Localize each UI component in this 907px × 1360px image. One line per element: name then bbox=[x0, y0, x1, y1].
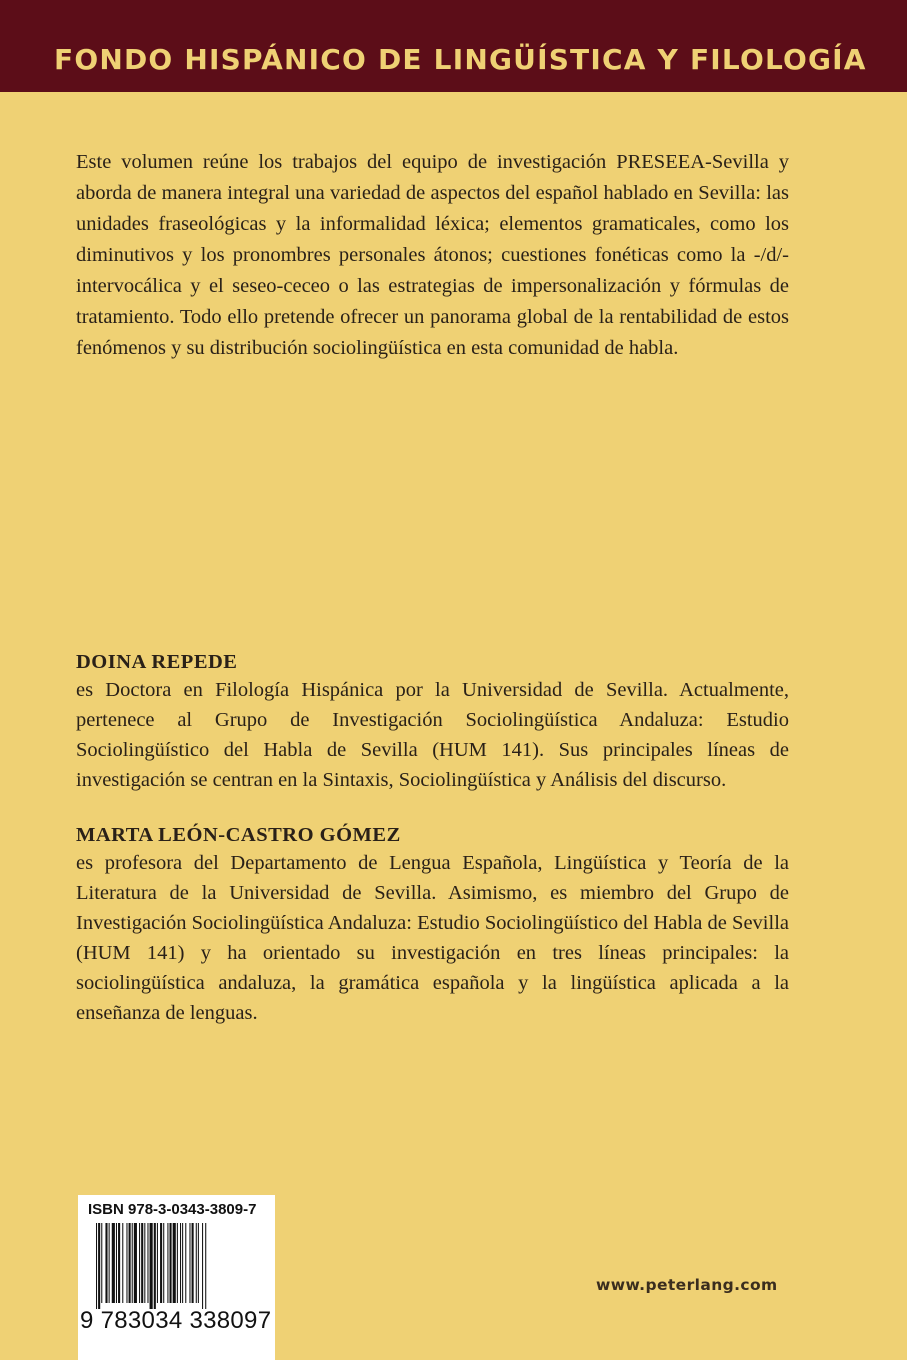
publisher-url: www.peterlang.com bbox=[596, 1276, 778, 1294]
barcode-digits: 9 783034 338097 bbox=[80, 1307, 272, 1334]
book-description: Este volumen reúne los trabajos del equipo de investigación PRESEEA-Sevilla y aborda de manera integral una variedad de aspectos del español hablado en Sevilla: las unidades fraseológicas y la informalidad léxica; elementos gramaticales, como los diminutivos y los pronombres personales átonos; cuestiones fonéticas como la -/d/- intervocálica y el seseo-ceceo o las estrategias de impersonalización y fórmulas de tratamiento. Todo ello pretende ofrecer un panorama global de la rentabilidad de estos fenómenos y su distribución sociolingüística en esta comunidad de habla. bbox=[76, 151, 789, 359]
isbn-label: ISBN 978-3-0343-3809-7 bbox=[88, 1201, 257, 1218]
author-name-1: DOINA REPEDE bbox=[76, 651, 238, 673]
author-name-2: MARTA LEÓN-CASTRO GÓMEZ bbox=[76, 824, 401, 846]
author-bio-1: es Doctora en Filología Hispánica por la Universidad de Sevilla. Actualmente, pertenece al Grupo de Investigación Sociolingüística Andaluza: Estudio Sociolingüístico del Habla de Sevilla (HUM 141). Sus principales líneas de investigación se centran en la Sintaxis, Sociolingüística y Análisis del discurso. bbox=[76, 679, 789, 791]
barcode-icon bbox=[96, 1223, 258, 1309]
barcode-panel bbox=[78, 1195, 275, 1360]
series-header-band bbox=[0, 0, 907, 92]
author-bio-2: es profesora del Departamento de Lengua Española, Lingüística y Teoría de la Literatura de la Universidad de Sevilla. Asimismo, es miembro del Grupo de Investigación Sociolingüística Andaluza: Estudio Sociolingüístico del Habla de Sevilla (HUM 141) y ha orientado su investigación en tres líneas principales: la sociolingüística andaluza, la gramática española y la lingüística aplicada a la enseñanza de lenguas. bbox=[76, 852, 789, 1024]
series-title: FONDO HISPÁNICO DE LINGÜÍSTICA Y FILOLOGÍA bbox=[54, 43, 867, 76]
